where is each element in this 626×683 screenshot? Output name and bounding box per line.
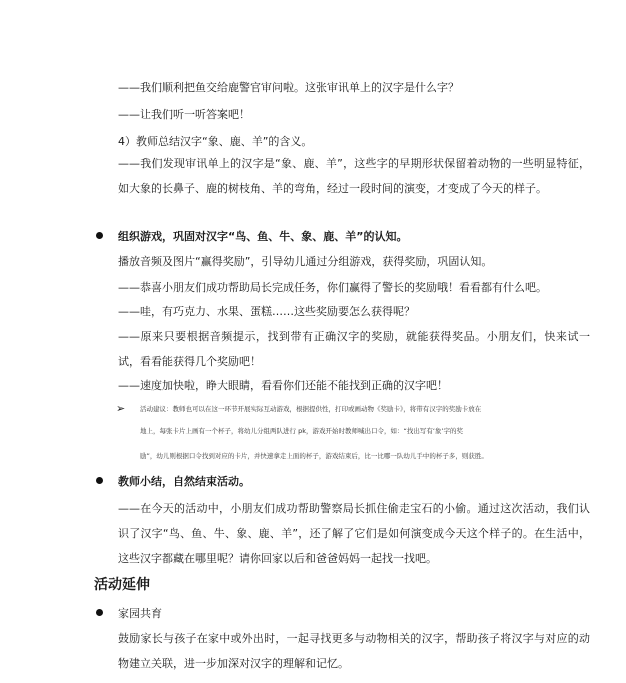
- note-line: 励”，幼儿则根据口令找到对应的卡片，并快速拿走上面的杯子，游戏结束后，比一比哪一队幼儿手中的杯子多，则获胜。: [140, 452, 488, 460]
- text-paragraph: ——在今天的活动中，小朋友们成功帮助警察局长抓住偷走宝石的小偷。通过这次活动，我们认识了汉字“鸟、鱼、牛、象、鹿、羊”，还了解了它们是如何演变成今天这个样子的。在生活中，这些汉字都藏在哪里呢？请你回家以后和爸爸妈妈一起找一找吧。: [118, 502, 590, 565]
- arrow-bullet-icon: ➢: [116, 402, 126, 415]
- text-line: ——我们顺利把鱼交给鹿警官审问啦。这张审讯单上的汉字是什么字？: [118, 81, 459, 94]
- text-paragraph: ——我们发现审讯单上的汉字是“象、鹿、羊”，这些字的早期形状保留着动物的一些明显特征，如大象的长鼻子、鹿的树枝角、羊的弯角，经过一段时间的演变，才变成了今天的样子。: [118, 157, 590, 195]
- note-line: 活动建议：教师也可以在这一环节开展实际互动游戏，根据提供性，打印或画动物《奖励卡》，将带有汉字的奖励卡放在: [140, 405, 482, 413]
- section-title: 活动延伸: [94, 577, 150, 593]
- bullet-dot-icon: [96, 609, 103, 616]
- note-line: 地上，每张卡片上画有一个杯子，将幼儿分组两队进行 pk，游戏开始时教师喊出口令，如：“找出写有‘象’字的奖: [140, 427, 463, 435]
- bullet-dot-icon: [96, 477, 103, 484]
- text-line: ——哇，有巧克力、水果、蛋糕……这些奖励要怎么获得呢？: [118, 305, 415, 318]
- text-paragraph: 鼓励家长与孩子在家中或外出时，一起寻找更多与动物相关的汉字，帮助孩子将汉字与对应的动物建立关联，进一步加深对汉字的理解和记忆。: [118, 632, 590, 670]
- bullet-heading: 教师小结，自然结束活动。: [118, 475, 250, 488]
- bullet-heading: 组织游戏，巩固对汉字“鸟、鱼、牛、象、鹿、羊”的认知。: [118, 230, 408, 243]
- text-line: ——让我们听一听答案吧！: [118, 108, 250, 121]
- bullet-heading: 家园共育: [118, 607, 162, 620]
- text-line: 播放音频及图片“赢得奖励”，引导幼儿通过分组游戏，获得奖励，巩固认知。: [118, 255, 493, 268]
- text-line: ——恭喜小朋友们成功帮助局长完成任务，你们赢得了警长的奖励哦！看看都有什么吧。: [118, 281, 547, 294]
- bullet-dot-icon: [96, 232, 103, 239]
- text-line: ——速度加快啦，睁大眼睛，看看你们还能不能找到正确的汉字吧！: [118, 379, 448, 392]
- text-paragraph: ——原来只要根据音频提示，找到带有正确汉字的奖励，就能获得奖品。小朋友们，快来试一试，看看能获得几个奖励吧！: [118, 330, 590, 368]
- text-line: 4）教师总结汉字“象、鹿、羊”的含义。: [118, 135, 313, 148]
